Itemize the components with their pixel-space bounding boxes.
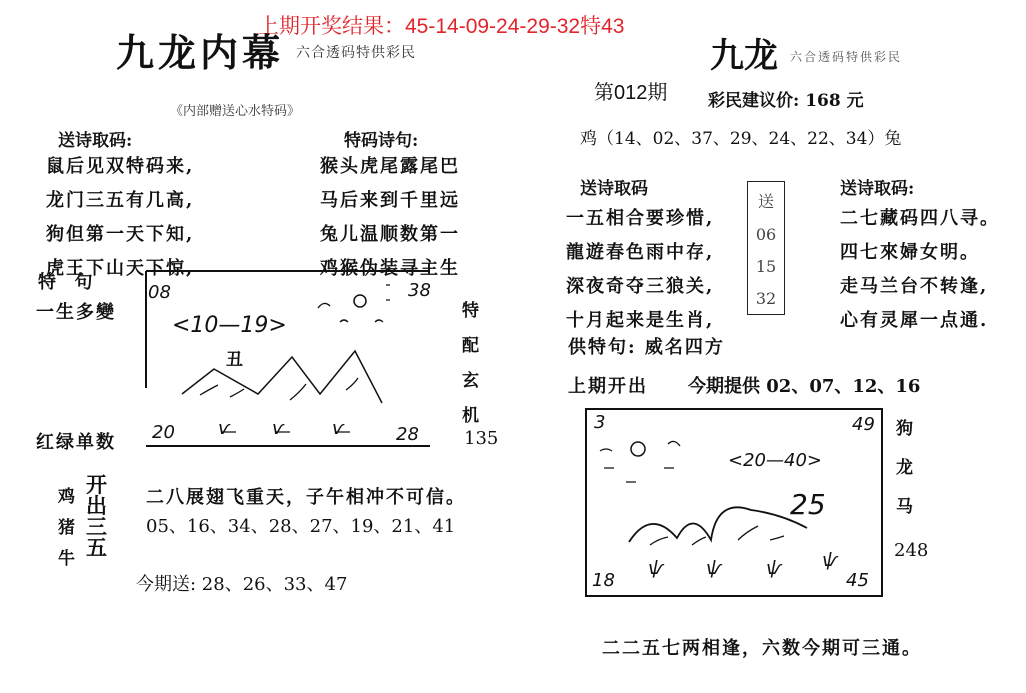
- poem-line: 虎王下山天下惊,: [46, 258, 195, 279]
- zodiac-char: 猪: [58, 518, 75, 538]
- special-phrase-right: 供特句: 威名四方: [568, 337, 725, 358]
- right-side-vertical: [896, 414, 913, 517]
- zodiac-char: 鸡: [58, 487, 75, 507]
- open-char: 出: [86, 493, 107, 518]
- poem-line: 深夜奇夺三狼关,: [566, 276, 715, 297]
- sketch-mid: 25: [790, 488, 826, 521]
- grass-icon: ѱ: [766, 558, 782, 579]
- zodiac-vertical: [58, 482, 75, 569]
- poem-line: 走马兰台不转逢,: [840, 276, 989, 297]
- side-char: 配: [462, 336, 479, 356]
- last-draw-result-banner: 上期开奖结果：45-14-09-24-29-32特43: [258, 15, 625, 38]
- grass-icon: ѵ: [218, 418, 230, 439]
- side-char: 特: [462, 301, 479, 321]
- today-send: 今期送: 28、26、33、47: [136, 574, 348, 595]
- sketch-bottom-left: 20: [152, 422, 175, 443]
- poem-line: 狗但第一天下知,: [46, 224, 195, 245]
- open-char: 三: [86, 514, 107, 539]
- zodiac-char: 牛: [58, 549, 75, 569]
- special-poem: [320, 152, 460, 280]
- side-char: 狗: [896, 419, 913, 439]
- footer-verse: 二二五七两相逢，六数今期可三通。: [602, 638, 922, 659]
- special-label: 特 句: [38, 272, 95, 293]
- sketch-bottom-left: 18: [592, 570, 615, 591]
- sketch-bottom-right: 45: [846, 570, 869, 591]
- last-open-label: 上期开出: [568, 376, 648, 397]
- sketch-top-left: 3: [594, 412, 606, 433]
- right-poem-head-2: 送诗取码:: [840, 179, 915, 199]
- sketch-top-right: 49: [852, 414, 875, 435]
- side-char: 马: [896, 497, 913, 517]
- sketch-range: <10—19>: [172, 313, 287, 338]
- poem-line: 龍遊春色雨中存,: [566, 242, 715, 263]
- poem-line: 鸡猴伪装寻主生: [320, 258, 460, 279]
- sketch-top-left: 08: [148, 282, 171, 303]
- grass-icon: ѱ: [648, 558, 664, 579]
- send-number: 06: [755, 224, 777, 244]
- side-char: 玄: [462, 371, 479, 391]
- right-subtitle: 六合透码特供彩民: [790, 50, 903, 64]
- send-number: 15: [755, 256, 777, 276]
- side-vertical-text: [462, 296, 479, 426]
- left-subtitle: 六合透码特供彩民: [296, 45, 416, 61]
- open-char: 开: [86, 472, 107, 497]
- sketch-mark: 丑: [226, 350, 243, 370]
- left-poem-head: 送诗取码:: [58, 131, 133, 151]
- poem-line: 兔儿温顺数第一: [320, 224, 460, 245]
- right-title: 九龙: [710, 36, 778, 76]
- sketch-range: <20—40>: [728, 450, 822, 471]
- verse: 二八展翅飞重天，子午相冲不可信。: [146, 487, 466, 508]
- right-poem-left: [566, 204, 714, 332]
- special-phrase: 一生多變: [36, 302, 116, 323]
- grass-icon: ѱ: [822, 550, 838, 571]
- right-poem-right: [840, 204, 1000, 332]
- poem-line: 四七來婦女明。: [840, 242, 980, 263]
- poem-line: 十月起来是生肖,: [566, 310, 715, 331]
- special-poem-head: 特码诗句:: [344, 131, 419, 151]
- sketch-bottom-right: 28: [396, 424, 419, 445]
- poem-line: 龙门三五有几高,: [46, 190, 195, 211]
- left-title: 九龙内幕: [116, 30, 285, 75]
- grass-icon: ѵ: [332, 418, 344, 439]
- right-sketch-lines: [0, 0, 1, 1]
- poem-line: 鼠后见双特码来,: [46, 156, 195, 177]
- send-char: 送: [757, 191, 774, 211]
- suggested-price: 彩民建议价: 168 元: [708, 91, 864, 111]
- poem-line: 猴头虎尾露尾巴: [320, 156, 460, 177]
- poem-line: 二七藏码四八寻。: [840, 208, 1000, 229]
- poem-line: 心有灵犀一点通.: [840, 310, 989, 331]
- right-side-number: 248: [894, 540, 929, 561]
- grass-icon: ѵ: [272, 418, 284, 439]
- side-char: 龙: [896, 458, 913, 478]
- right-poem-head: 送诗取码: [580, 179, 648, 199]
- sketch-top-right: 38: [408, 280, 431, 301]
- left-poem: [46, 152, 194, 280]
- send-number: 32: [755, 288, 777, 308]
- numbers-list: 05、16、34、28、27、19、21、41: [146, 516, 456, 537]
- poem-line: 马后来到千里远: [320, 190, 460, 211]
- grass-icon: ѱ: [706, 558, 722, 579]
- color-value: 135: [464, 428, 499, 449]
- color-label: 红绿单数: [36, 432, 116, 453]
- side-char: 机: [462, 406, 479, 426]
- open-vertical: [86, 474, 107, 558]
- send-number-box: [747, 181, 785, 315]
- today-offer: 今期提供 02、07、12、16: [688, 376, 921, 397]
- open-char: 五: [86, 535, 107, 560]
- issue-number: 第012期: [594, 82, 668, 104]
- zodiac-number-row: 鸡（14、02、37、29、24、22、34）兔: [580, 129, 902, 149]
- gift-note: 《内部赠送心水特码》: [170, 104, 301, 119]
- poem-line: 一五相合要珍惜,: [566, 208, 715, 229]
